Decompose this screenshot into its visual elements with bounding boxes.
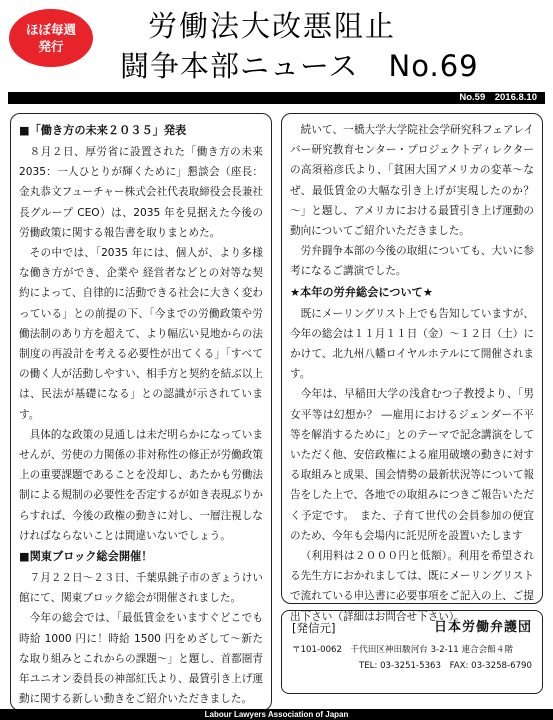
masthead	[110, 6, 545, 86]
badge-line2: 発行	[38, 39, 64, 54]
left-column	[10, 113, 272, 711]
heading-kanto-block: ■関東ブロック総会開催！	[19, 550, 153, 564]
right-column	[281, 113, 543, 623]
paragraph: 具体的な政策の見通しは未だ明らかになっていませんが、労使の力関係の非対称性の修正が労働政策上の重要課題であることを没却し、あたかも労働法制による規制の必要性を否定するが如き表現ぶりからすれば、今後の政権の動きに対し、一層注視しなければならないことは間違いないでしょう。	[19, 428, 263, 542]
paragraph: 今年の総会では、「最低賃金をいますぐどこでも時給 1000 円に！時給 1500 円をめざして～新たな取り組みとこれからの課題～」と題し、首都圏青年ユニオン委員長の神部紅氏より、最賃引き上げ運動に関する新しい動きをご紹介いただきました。	[19, 612, 263, 706]
paragraph: 今年は、早稲田大学の浅倉むつ子教授より、「男女平等は幻想か？ ―雇用におけるジェンダー不平等を解消するために」とのテーマで記念講演をしていただく他、安倍政権による雇用破壊の動きに対する取組みと成果、国会情勢の最新状況等について報告をした上で、各地での取組みにつきご報告いただく予定です。 また、子育て世代の会員参加の便宜のため、今年も会場内に託児所を設置いたします	[290, 388, 534, 542]
publisher-name: 日本労働弁護団	[433, 620, 532, 635]
heading-future-of-work: ■「働き方の未来２０３５」発表	[19, 124, 187, 137]
masthead-title-line2: 闘争本部ニュース No.69	[120, 49, 479, 83]
footer-bar: Labour Lawyers Association of Japan	[0, 709, 553, 720]
issue-date-bar: No.59 2016.8.10	[8, 92, 545, 104]
publisher-tel: TEL: 03-3251-5363 FAX: 03-3258-6790	[359, 661, 532, 671]
publisher-box	[281, 610, 543, 694]
paragraph: その中では、「2035 年には、個人が、より多様な働き方ができ、企業や 経営者などとの対等な契約によって、自律的に活動できる社会に大きく変わっている」との前提の下、「今までの労働政策や労働法制のあり方を超えて、より幅広い見地からの法制度の再設計を考える必要性が出てくる」「すべての働く人が活動しやすい、相手方と契約を結ぶ以上は、民法が基礎になる」との認識が示されています。	[19, 247, 263, 421]
paragraph: （利用料は２０００円と低額）。利用を希望される先生方におかれましては、既にメーリングリストで流れている申込書に必要事項をご記入の上、ご提出下さい（詳細はお問合せ下さい）。	[290, 550, 534, 623]
paragraph: 続いて、一橋大学大学院社会学研究科フェアレイバー研究教育センター・プロジェクトディレクターの高須裕彦氏より、「貧困大国アメリカの変革～なぜ、最低賃金の大幅な引き上げが実現したのか？～」と題し、アメリカにおける最賃引き上げ運動の動向についてご紹介いただきました。	[290, 124, 534, 238]
masthead-title-line1: 労働法大改悪阻止	[148, 9, 397, 43]
paragraph: ７月２２日～２３日、千葉県銚子市のぎょうけい館にて、関東ブロック総会が開催されました。	[19, 572, 263, 605]
weekly-badge	[9, 9, 93, 67]
paragraph: 労弁闘争本部の今後の取組についても、大いに参考になるご講演でした。	[290, 245, 534, 278]
paragraph: 既にメーリングリスト上でも告知していますが、今年の総会は１１月１１日（金）～１２日（土）にかけて、北九州八幡ロイヤルホテルにて開催されます。	[290, 307, 534, 381]
heading-general-meeting: ★本年の労弁総会について★	[290, 285, 433, 299]
badge-line1: ほぼ毎週	[25, 22, 76, 37]
paragraph: ８月２日、厚労省に設置された「働き方の未来2035：一人ひとりが輝くために」懇談会（座長：金丸恭文フューチャー株式会社代表取締役会長兼社長グループ CEO）は、2035 年を見据えた今後の労働政策に関する報告書を取りまとめた。	[19, 146, 263, 239]
publisher-address: 〒101-0062 千代田区神田駿河台 3-2-11 連合会館４階	[292, 645, 514, 655]
publisher-label: [発信元]	[292, 621, 336, 635]
